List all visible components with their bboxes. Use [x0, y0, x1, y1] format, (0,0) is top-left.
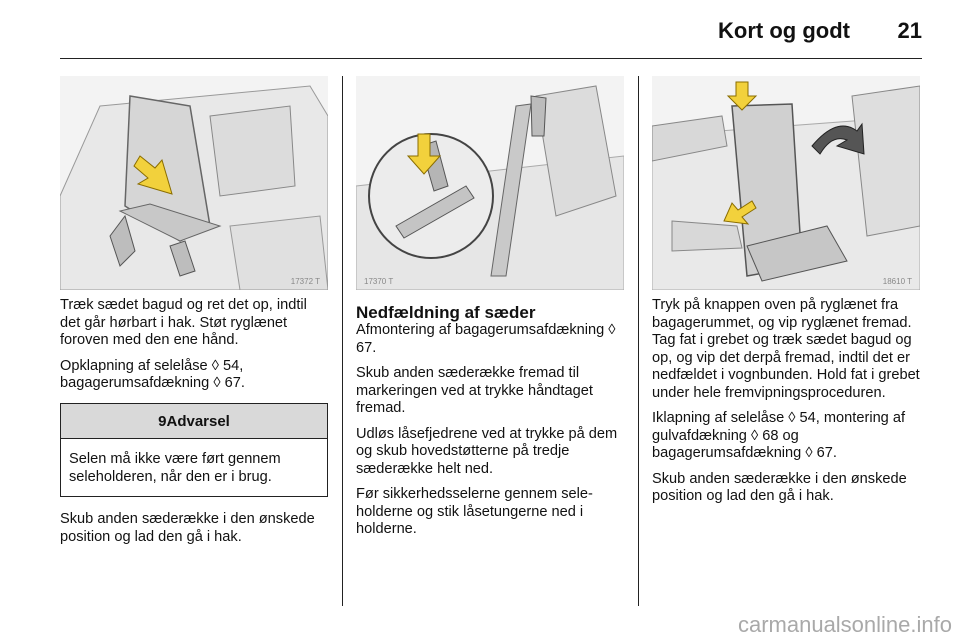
figure-belt-buckle: [356, 76, 624, 290]
figure-code: 18610 T: [882, 277, 912, 286]
column-3: [652, 297, 922, 514]
paragraph: Før sikkerhedsselerne gennem seleholderne og stik låsetungerne ned i holderne.: [356, 486, 593, 537]
paragraph: Tryk på knappen oven på ryglænet fra bagagerummet, og vip ryglænet fremad. Tag fat i grebet og træk sædet bagud og op, og vip det derpå fremad, indtil det er nedfældet i vognbunden. Hold fat i grebet under hele fremvipningsproceduren.: [652, 297, 920, 401]
warning-box: [60, 403, 328, 498]
paragraph: Skub anden sæderække i den ønskede position og lad den gå i hak.: [60, 511, 315, 545]
warning-title: Advarsel: [166, 412, 230, 430]
seat-tilt-arrows-icon: [652, 76, 920, 290]
warning-text: Selen må ikke være ført gennem seleholderen, når den er i brug.: [69, 451, 281, 485]
column-divider-2: [638, 76, 639, 606]
seat-fold-arrow-icon: [60, 76, 328, 290]
paragraph: Opklapning af selelåse ◊ 54, bagagerumsafdækning ◊ 67.: [60, 357, 245, 391]
paragraph: Afmontering af bagagerumsafdækning ◊ 67.: [356, 322, 616, 356]
figure-code: 17370 T: [364, 277, 394, 286]
column-1: [60, 297, 328, 554]
page-header: [0, 0, 960, 58]
figure-seat-fold: [60, 76, 328, 290]
paragraph: Træk sædet bagud og ret det op, indtil det går hørbart i hak. Støt ryglænet foroven med den ene hånd.: [60, 297, 307, 348]
column-2: [356, 303, 624, 547]
paragraph: Skub anden sæderække fremad til markeringen ved at trykke håndtaget fremad.: [356, 365, 593, 416]
column-divider-1: [342, 76, 343, 606]
page-title: Kort og godt: [718, 18, 850, 43]
figure-seat-tilt: [652, 76, 920, 290]
paragraph: Skub anden sæderække i den ønskede position og lad den gå i hak.: [652, 470, 907, 504]
warning-icon: 9: [158, 412, 167, 430]
figure-code: 17372 T: [290, 277, 320, 286]
watermark: carmanualsonline.info: [737, 612, 952, 637]
warning-header: [61, 404, 327, 440]
header-divider: [60, 58, 922, 59]
belt-buckle-detail-icon: [356, 76, 624, 290]
paragraph: Iklapning af selelåse ◊ 54, montering af gulvafdækning ◊ 68 og bagagerumsafdækning ◊ 67.: [652, 410, 906, 461]
page-number: 21: [897, 18, 922, 43]
paragraph: Udløs låsefjedrene ved at trykke på dem og skub hovedstøtterne på tredje sæderække helt ned.: [356, 425, 618, 477]
section-heading: Nedfældning af sæder: [356, 303, 536, 322]
